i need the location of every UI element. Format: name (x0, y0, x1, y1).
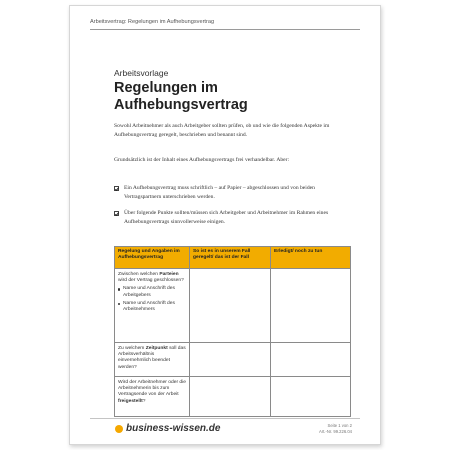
question-text: Zwischen welchen (118, 272, 160, 277)
question-text: Zu welchem (118, 346, 146, 351)
intro-paragraph: Sowohl Arbeitnehmer als auch Arbeitgeber sollten prüfen, ob und wie die folgenden Aspekte im Aufhebungsvertrag geregelt, beschrieben und benannt sind. (114, 123, 330, 139)
question-text: ? (142, 398, 146, 404)
basis-paragraph: Grundsätzlich ist der Inhalt eines Aufhebungsvertrags frei verhandelbar. Aber: (114, 157, 290, 163)
checked-box-icon (114, 186, 119, 191)
header-divider (90, 29, 360, 30)
page-info (319, 423, 352, 436)
question-text: Wird der Arbeitnehmer oder die Arbeitnehmerin bis zum Vertragsende von der Arbeit (118, 380, 186, 398)
regulation-table (114, 246, 351, 417)
table-row (115, 377, 351, 417)
table-cell-status[interactable] (271, 269, 351, 343)
brand-dot-icon (115, 425, 123, 433)
table-cell-answer[interactable] (190, 269, 271, 343)
checklist-item (114, 209, 349, 227)
table-cell-question (115, 343, 190, 377)
table-cell-question (115, 377, 190, 417)
checklist-item-text: Ein Aufhebungsvertrag muss schriftlich – auf Papier – abgeschlossen und von beiden Vertragspartnern unterschrieben werden. (124, 185, 315, 201)
brand-logo: business-wissen.de (126, 423, 221, 434)
table-cell-answer[interactable] (190, 343, 271, 377)
document-page (69, 5, 381, 445)
checklist-item-text: Über folgende Punkte sollten/müssen sich Arbeitgeber und Arbeitnehmer im Rahmen eines Aufhebungsvertrags sinnvollerweise einigen. (124, 210, 329, 226)
column-header-our-case: So ist es in unserem Fall geregelt/ das ist der Fall (190, 247, 271, 269)
footer-divider (90, 418, 360, 419)
running-header: Arbeitsvertrag: Regelungen im Aufhebungsvertrag (90, 19, 215, 25)
table-header-row (115, 247, 351, 269)
table-row (115, 343, 351, 377)
document-kicker: Arbeitsvorlage (114, 68, 169, 78)
cell-bullet-item: Name und Anschrift des Arbeitgebers (118, 286, 186, 298)
article-number: Art.-Nr. 99.226.04 (318, 429, 352, 435)
cell-bullet-item: Name und Anschrift des Arbeitnehmers (118, 301, 186, 313)
table-cell-answer[interactable] (190, 377, 271, 417)
checked-box-icon (114, 211, 119, 216)
question-keyword: Zeitpunkt (145, 346, 168, 351)
question-keyword: freigestellt (118, 398, 143, 404)
column-header-status: Erledigt/ noch zu tun (271, 247, 351, 269)
column-header-regulation: Regelung und Angaben im Aufhebungsvertrag (115, 247, 190, 269)
table-cell-question (115, 269, 190, 343)
question-keyword: Parteien (159, 272, 179, 277)
checklist-item (114, 184, 349, 202)
table-cell-status[interactable] (271, 377, 351, 417)
page-number: Seite 1 von 2 (327, 423, 352, 428)
table-row (115, 269, 351, 343)
document-title: Regelungen im Aufhebungsvertrag (114, 80, 248, 113)
cell-bullet-list (118, 286, 186, 313)
question-text: wird der Vertrag geschlossen? (118, 278, 184, 284)
question-text: soll das Arbeitsverhältnis einvernehmlich beendet werden? (118, 346, 186, 370)
table-cell-status[interactable] (271, 343, 351, 377)
